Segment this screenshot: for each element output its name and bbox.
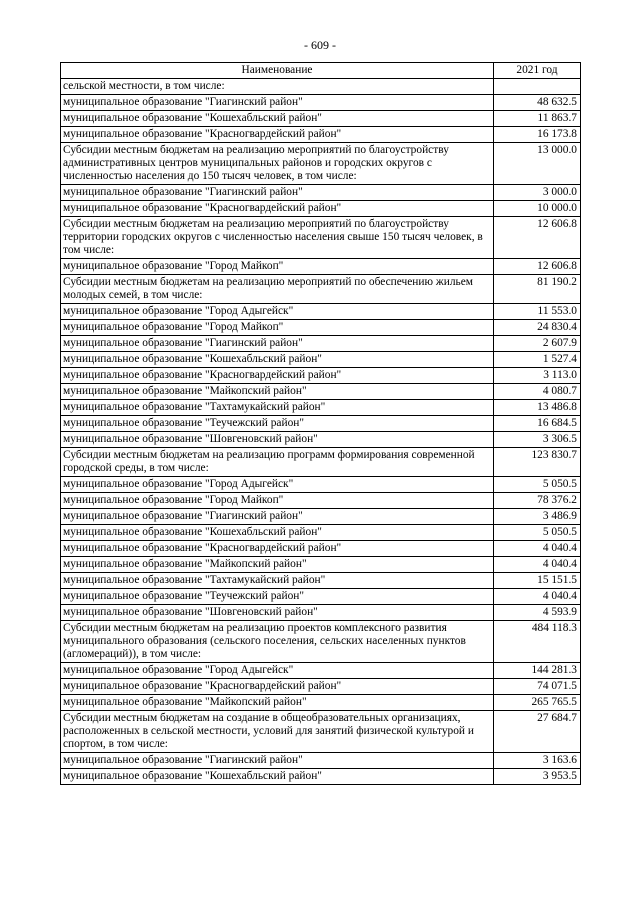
table-row: [61, 695, 581, 711]
row-name: муниципальное образование "Шовгеновский район": [61, 432, 494, 448]
table-row: [61, 400, 581, 416]
row-value: 27 684.7: [494, 711, 581, 753]
table-row: [61, 769, 581, 785]
table-row: [61, 477, 581, 493]
row-name: муниципальное образование "Город Адыгейск": [61, 304, 494, 320]
row-name: муниципальное образование "Кошехабльский район": [61, 111, 494, 127]
row-name: муниципальное образование "Город Майкоп": [61, 493, 494, 509]
row-name: муниципальное образование "Тахтамукайский район": [61, 400, 494, 416]
table-row: [61, 416, 581, 432]
table-row: [61, 621, 581, 663]
table-row: [61, 711, 581, 753]
row-value: 74 071.5: [494, 679, 581, 695]
table-row: [61, 432, 581, 448]
row-value: 11 863.7: [494, 111, 581, 127]
row-name: Субсидии местным бюджетам на реализацию программ формирования современной городской среды, в том числе:: [61, 448, 494, 477]
header-year: 2021 год: [494, 63, 581, 79]
table-row: [61, 320, 581, 336]
row-name: Субсидии местным бюджетам на создание в общеобразовательных организациях, расположенных в сельской местности, условий для занятий физической культурой и спортом, в том числе:: [61, 711, 494, 753]
row-name: муниципальное образование "Красногвардейский район": [61, 201, 494, 217]
row-name: муниципальное образование "Кошехабльский район": [61, 769, 494, 785]
row-value: 1 527.4: [494, 352, 581, 368]
row-name: муниципальное образование "Гиагинский район": [61, 753, 494, 769]
row-value: 12 606.8: [494, 217, 581, 259]
row-value: 24 830.4: [494, 320, 581, 336]
row-value: 13 000.0: [494, 143, 581, 185]
table-row: [61, 275, 581, 304]
row-value: 3 163.6: [494, 753, 581, 769]
row-value: [494, 79, 581, 95]
row-value: 4 080.7: [494, 384, 581, 400]
row-value: 3 486.9: [494, 509, 581, 525]
row-value: 3 306.5: [494, 432, 581, 448]
table-row: [61, 259, 581, 275]
table-header-row: [61, 63, 581, 79]
table-row: [61, 368, 581, 384]
row-name: муниципальное образование "Красногвардейский район": [61, 368, 494, 384]
row-value: 13 486.8: [494, 400, 581, 416]
row-value: 4 040.4: [494, 557, 581, 573]
row-value: 484 118.3: [494, 621, 581, 663]
row-name: муниципальное образование "Красногвардейский район": [61, 127, 494, 143]
header-name: Наименование: [61, 63, 494, 79]
table-row: [61, 589, 581, 605]
table-row: [61, 509, 581, 525]
table-row: [61, 493, 581, 509]
table-row: [61, 95, 581, 111]
row-name: муниципальное образование "Гиагинский район": [61, 509, 494, 525]
row-name: муниципальное образование "Красногвардейский район": [61, 541, 494, 557]
row-value: 16 684.5: [494, 416, 581, 432]
table-row: [61, 336, 581, 352]
row-name: муниципальное образование "Кошехабльский район": [61, 525, 494, 541]
table-row: [61, 185, 581, 201]
table-row: [61, 525, 581, 541]
table-row: [61, 679, 581, 695]
row-name: муниципальное образование "Гиагинский район": [61, 336, 494, 352]
budget-table: [60, 62, 581, 785]
row-value: 265 765.5: [494, 695, 581, 711]
row-value: 3 113.0: [494, 368, 581, 384]
row-name: муниципальное образование "Теучежский район": [61, 589, 494, 605]
table-row: [61, 201, 581, 217]
table-row: [61, 541, 581, 557]
table-row: [61, 304, 581, 320]
table-row: [61, 352, 581, 368]
row-value: 11 553.0: [494, 304, 581, 320]
row-name: муниципальное образование "Майкопский район": [61, 557, 494, 573]
row-value: 3 000.0: [494, 185, 581, 201]
row-name: муниципальное образование "Гиагинский район": [61, 185, 494, 201]
row-value: 16 173.8: [494, 127, 581, 143]
table-body: [61, 79, 581, 785]
row-name: Субсидии местным бюджетам на реализацию мероприятий по благоустройству территории городских округов с численностью населения свыше 150 тысяч человек, в том числе:: [61, 217, 494, 259]
row-value: 3 953.5: [494, 769, 581, 785]
row-value: 78 376.2: [494, 493, 581, 509]
table-row: [61, 79, 581, 95]
row-value: 4 040.4: [494, 589, 581, 605]
row-name: муниципальное образование "Красногвардейский район": [61, 679, 494, 695]
row-value: 4 593.9: [494, 605, 581, 621]
row-name: муниципальное образование "Теучежский район": [61, 416, 494, 432]
table-row: [61, 111, 581, 127]
row-value: 4 040.4: [494, 541, 581, 557]
row-value: 12 606.8: [494, 259, 581, 275]
row-value: 5 050.5: [494, 525, 581, 541]
table-row: [61, 605, 581, 621]
table-row: [61, 753, 581, 769]
row-name: Субсидии местным бюджетам на реализацию мероприятий по благоустройству административных центров муниципальных районов и городских округов с численностью населения до 150 тысяч человек, в том числе:: [61, 143, 494, 185]
row-name: сельской местности, в том числе:: [61, 79, 494, 95]
row-name: муниципальное образование "Майкопский район": [61, 384, 494, 400]
table-row: [61, 384, 581, 400]
row-name: муниципальное образование "Майкопский район": [61, 695, 494, 711]
row-value: 2 607.9: [494, 336, 581, 352]
table-row: [61, 217, 581, 259]
row-value: 15 151.5: [494, 573, 581, 589]
row-name: муниципальное образование "Город Майкоп": [61, 320, 494, 336]
row-name: муниципальное образование "Город Майкоп": [61, 259, 494, 275]
row-name: Субсидии местным бюджетам на реализацию мероприятий по обеспечению жильем молодых семей, в том числе:: [61, 275, 494, 304]
table-row: [61, 448, 581, 477]
row-name: муниципальное образование "Город Адыгейск": [61, 663, 494, 679]
row-name: муниципальное образование "Шовгеновский район": [61, 605, 494, 621]
row-name: Субсидии местным бюджетам на реализацию проектов комплексного развития муниципального образования (сельского поселения, сельских населенных пунктов (агломераций)), в том числе:: [61, 621, 494, 663]
row-name: муниципальное образование "Тахтамукайский район": [61, 573, 494, 589]
row-value: 123 830.7: [494, 448, 581, 477]
table-row: [61, 557, 581, 573]
row-value: 48 632.5: [494, 95, 581, 111]
table-row: [61, 573, 581, 589]
table-row: [61, 663, 581, 679]
row-value: 5 050.5: [494, 477, 581, 493]
row-name: муниципальное образование "Город Адыгейск": [61, 477, 494, 493]
row-value: 81 190.2: [494, 275, 581, 304]
table-row: [61, 127, 581, 143]
page-number: - 609 -: [304, 38, 336, 52]
row-value: 144 281.3: [494, 663, 581, 679]
table-row: [61, 143, 581, 185]
row-name: муниципальное образование "Гиагинский район": [61, 95, 494, 111]
row-name: муниципальное образование "Кошехабльский район": [61, 352, 494, 368]
row-value: 10 000.0: [494, 201, 581, 217]
